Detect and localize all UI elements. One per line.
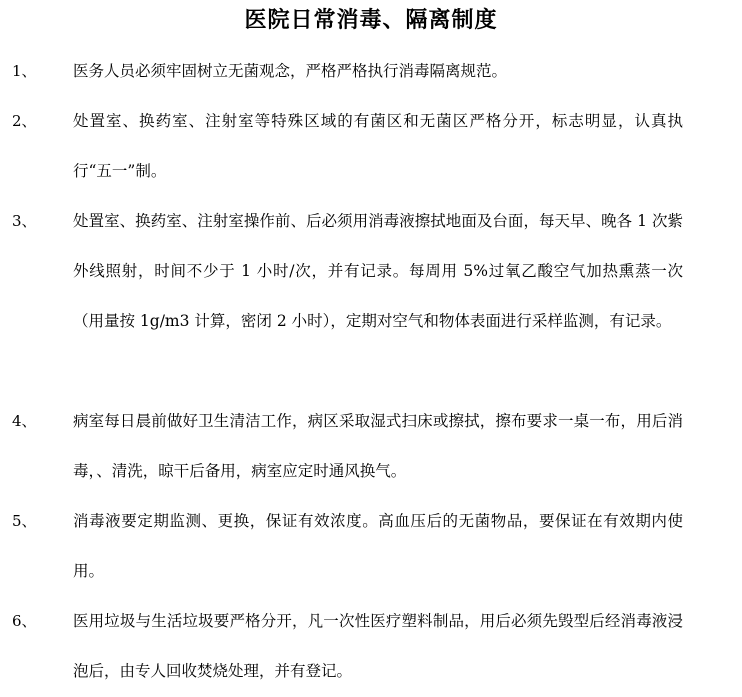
rule-number: 2、: [12, 112, 37, 130]
rule-text: 病室每日晨前做好卫生清洁工作，病区采取湿式扫床或擦拭，擦布要求一桌一布，用后消毒，、清洗，晾干后备用，病室应定时通风换气。: [73, 412, 683, 480]
rule-number: 1、: [12, 62, 37, 80]
document-title: 医院日常消毒、隔离制度: [244, 7, 498, 33]
rule-text: 处置室、换药室、注射室操作前、后必须用消毒液擦拭地面及台面，每天早、晚各 1 次紫外线照射，时间不少于 1 小时/次，并有记录。每周用 5%过氧乙酸空气加热熏蒸一次（用量按 1g/m3 计算，密闭 2 小时），定期对空气和物体表面进行采样监测，有记录。: [73, 212, 683, 330]
rule-number: 6、: [12, 612, 37, 630]
rule-number: 3、: [12, 212, 37, 230]
rule-number: 4、: [12, 412, 37, 430]
rule-text: 消毒液要定期监测、更换，保证有效浓度。高血压后的无菌物品，要保证在有效期内使用。: [73, 512, 683, 580]
rule-text: 处置室、换药室、注射室等特殊区域的有菌区和无菌区严格分开，标志明显，认真执行“五一”制。: [73, 112, 683, 180]
rule-text: 医用垃圾与生活垃圾要严格分开，凡一次性医疗塑料制品，用后必须先毁型后经消毒液浸泡后，由专人回收焚烧处理，并有登记。: [73, 612, 683, 680]
rule-number: 5、: [12, 512, 37, 530]
rule-text: 医务人员必须牢固树立无菌观念，严格严格执行消毒隔离规范。: [73, 62, 508, 80]
